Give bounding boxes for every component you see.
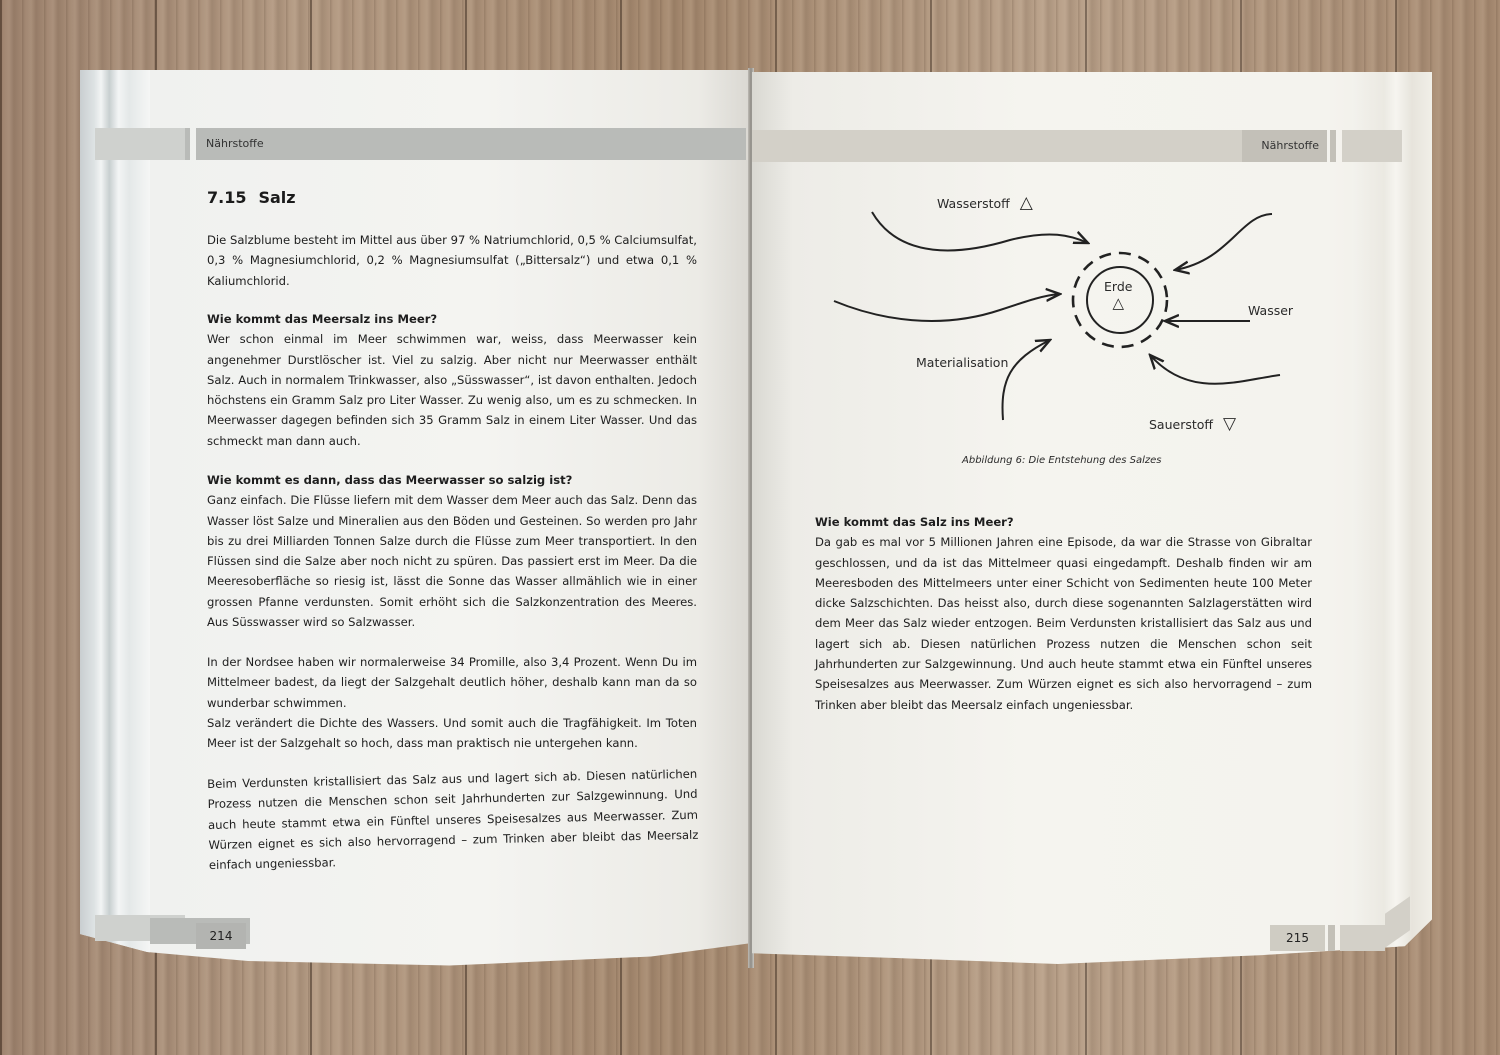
text-block — [207, 764, 699, 876]
footer-band-decor — [1328, 925, 1335, 951]
header-band-decor — [95, 128, 185, 160]
up-triangle-icon: △ — [1112, 294, 1124, 312]
label-wasser: Wasser — [1248, 303, 1294, 318]
salt-formation-diagram — [820, 180, 1300, 450]
block-text: Ganz einfach. Die Flüsse liefern mit dem Wasser dem Meer auch das Salz. Denn das Wasser löst Salze und Mineralien aus den Böden und Gesteinen. So werden pro Jahr bis zu drei Milliarden Tonnen Salze durch die Flüsse zum Meer transportiert. In den Flüssen sind die Salze aber noch nicht zu spüren. Das passiert erst im Meer. Da die Meeresoberfläche so riesig ist, lässt die Sonne das Wasser allmählich wie in einer grossen Pfanne verdunsten. Somit erhöht sich die Salzkonzentration des Meeres. Aus Süsswasser wird so Salzwasser. — [207, 493, 697, 630]
running-header-text: Nährstoffe — [206, 137, 264, 150]
label-text: Erde — [1104, 279, 1133, 294]
page-edge-stack — [80, 70, 150, 970]
diagram-graphic — [820, 180, 1300, 450]
down-triangle-icon: ▽ — [1223, 414, 1237, 434]
header-band-decor — [1342, 130, 1402, 162]
footer-band-decor — [1340, 925, 1385, 951]
intro-paragraph: Die Salzblume besteht im Mittel aus über 97 % Natriumchlorid, 0,5 % Calciumsulfat, 0,3 % Magnesiumchlorid, 0,2 % Magnesiumsulfat („Bittersalz“) und etwa 0,1 % Kaliumchlorid. — [207, 233, 697, 288]
section-title — [207, 188, 296, 207]
running-header-text: Nährstoffe — [1261, 139, 1319, 152]
block-text: Salz verändert die Dichte des Wassers. Und somit auch die Tragfähigkeit. Im Toten Meer ist der Salzgehalt so hoch, dass man praktisch nie untergehen kann. — [207, 715, 697, 751]
text-block — [207, 652, 697, 753]
header-band-decor — [185, 128, 190, 160]
text-block — [207, 309, 697, 451]
block-heading: Wie kommt das Meersalz ins Meer? — [207, 312, 438, 326]
label-wasserstoff — [937, 193, 1033, 213]
figure-caption: Abbildung 6: Die Entstehung des Salzes — [962, 455, 1162, 466]
block-text: Beim Verdunsten kristallisiert das Salz aus und lagert sich ab. Diesen natürlichen Prozess nutzen die Menschen schon seit Jahrhunderten zur Salzgewinnung. Und auch heute stammt etwa ein Fünftel unseres Speisesalzes aus Meerwasser. Zum Würzen eignet es sich also hervorragend – zum Trinken aber bleibt das Meersalz einfach ungeniessbar. — [207, 766, 699, 873]
section-name: Salz — [258, 188, 296, 207]
block-text: Wer schon einmal im Meer schwimmen war, weiss, dass Meerwasser kein angenehmer Durstlöscher ist. Viel zu salzig. Aber nicht nur Meerwasser enthält Salz. Auch in normalem Trinkwasser, also „Süsswasser“, ist davon enthalten. Jedoch höchstens ein Gramm Salz pro Liter Wasser. Zu wenig also, um es zu schmecken. In Meerwasser dagegen befinden sich 35 Gramm Salz in einem Liter Wasser. Und das schmeckt man dann auch. — [207, 332, 697, 448]
page-number-right: 215 — [1270, 925, 1325, 951]
running-header-right — [752, 130, 1242, 162]
block-text: Da gab es mal vor 5 Millionen Jahren eine Episode, da war die Strasse von Gibraltar geschlossen, und da ist das Mittelmeer quasi eingedampft. Deshalb finden wir am Meeresboden des Mittelmeers unter einer Schicht von Sedimenten heute 100 Meter dicke Salzschichten. Das heisst also, durch diese sogenannten Salzlagerstätten wird dem Meer das Salz wieder entzogen. Beim Verdunsten kristallisiert das Salz aus und lagert sich ab. Diesen natürlichen Prozess nutzen die Menschen schon seit Jahrhunderten zur Salzgewinnung. Und auch heute stammt etwa ein Fünftel unseres Speisesalzes aus Meerwasser. Zum Würzen eignet es sich also hervorragend – zum Trinken aber bleibt das Meersalz einfach ungeniessbar. — [815, 535, 1312, 712]
page-edge-stack — [1352, 72, 1432, 964]
label-sauerstoff — [1149, 414, 1236, 434]
block-text: In der Nordsee haben wir normalerweise 34 Promille, also 3,4 Prozent. Wenn Du im Mittelmeer badest, da liegt der Salzgehalt deutlich höher, deshalb kann man da so wunderbar schwimmen. — [207, 655, 697, 710]
label-text: Wasserstoff — [937, 196, 1010, 211]
text-block — [207, 470, 697, 632]
running-header-left — [196, 128, 746, 160]
label-materialisation: Materialisation — [916, 355, 1009, 370]
footer-band-decor — [186, 918, 192, 944]
label-erde — [1104, 279, 1132, 311]
up-triangle-icon: △ — [1019, 193, 1033, 213]
page-number-left: 214 — [196, 923, 246, 949]
block-heading: Wie kommt es dann, dass das Meerwasser so salzig ist? — [207, 473, 573, 487]
label-text: Sauerstoff — [1149, 417, 1214, 432]
text-block — [815, 512, 1312, 715]
header-band-decor — [1330, 130, 1336, 162]
block-heading: Wie kommt das Salz ins Meer? — [815, 515, 1014, 529]
section-number: 7.15 — [207, 188, 247, 207]
running-header-right-label — [1242, 130, 1327, 162]
